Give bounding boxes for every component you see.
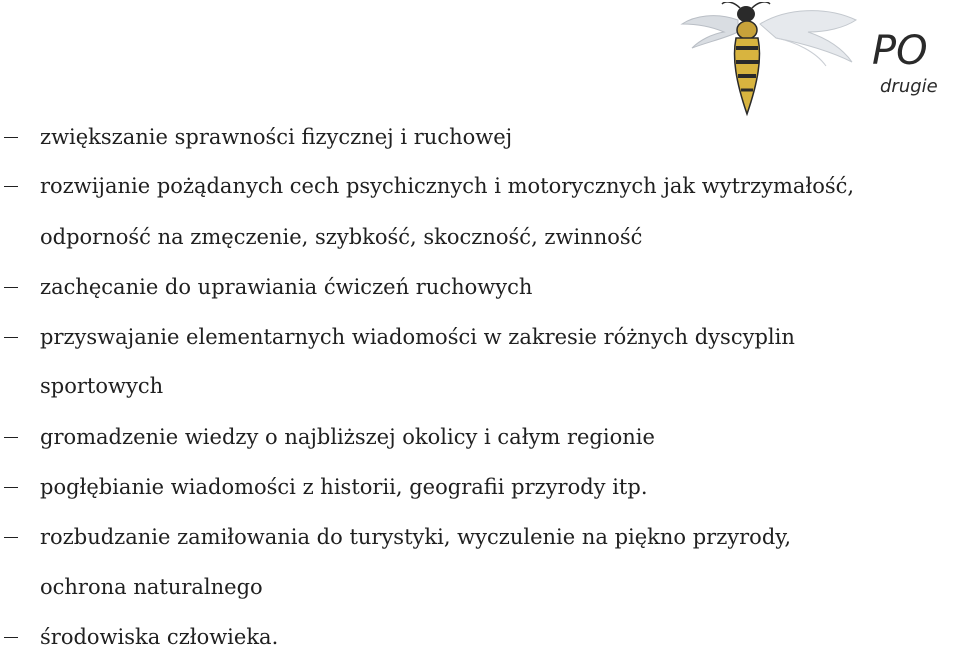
logo-wordmark-sub: drugie bbox=[880, 76, 938, 97]
list-item-text: pogłębianie wiadomości z historii, geografii przyrody itp. bbox=[40, 475, 648, 499]
dash-bullet-icon bbox=[4, 422, 20, 452]
dash-bullet-icon bbox=[4, 472, 20, 502]
list-item-text: gromadzenie wiedzy o najbliższej okolicy i całym regionie bbox=[40, 425, 655, 449]
dash-bullet-icon bbox=[4, 522, 20, 552]
logo-wordmark-main: PO bbox=[872, 28, 928, 74]
list-item-text: zwiększanie sprawności fizycznej i ruchowej bbox=[40, 125, 513, 149]
dash-bullet-icon bbox=[4, 171, 20, 201]
dash-bullet-icon bbox=[4, 622, 20, 652]
dash-bullet-icon bbox=[4, 272, 20, 302]
list-item-text: środowiska człowieka. bbox=[40, 625, 279, 649]
list-item-text: ochrona naturalnego bbox=[40, 575, 263, 599]
list-item-text: odporność na zmęczenie, szybkość, skoczność, zwinność bbox=[40, 225, 643, 249]
list-item-text: rozwijanie pożądanych cech psychicznych i motorycznych jak wytrzymałość, bbox=[40, 174, 855, 198]
list-item-text: przyswajanie elementarnych wiadomości w zakresie różnych dyscyplin bbox=[40, 325, 795, 349]
list-item-text: rozbudzanie zamiłowania do turystyki, wyczulenie na piękno przyrody, bbox=[40, 525, 792, 549]
dash-bullet-icon bbox=[4, 322, 20, 352]
dash-bullet-icon bbox=[4, 122, 20, 152]
list-item-text: sportowych bbox=[40, 374, 164, 398]
list-item-text: zachęcanie do uprawiania ćwiczeń ruchowych bbox=[40, 275, 533, 299]
